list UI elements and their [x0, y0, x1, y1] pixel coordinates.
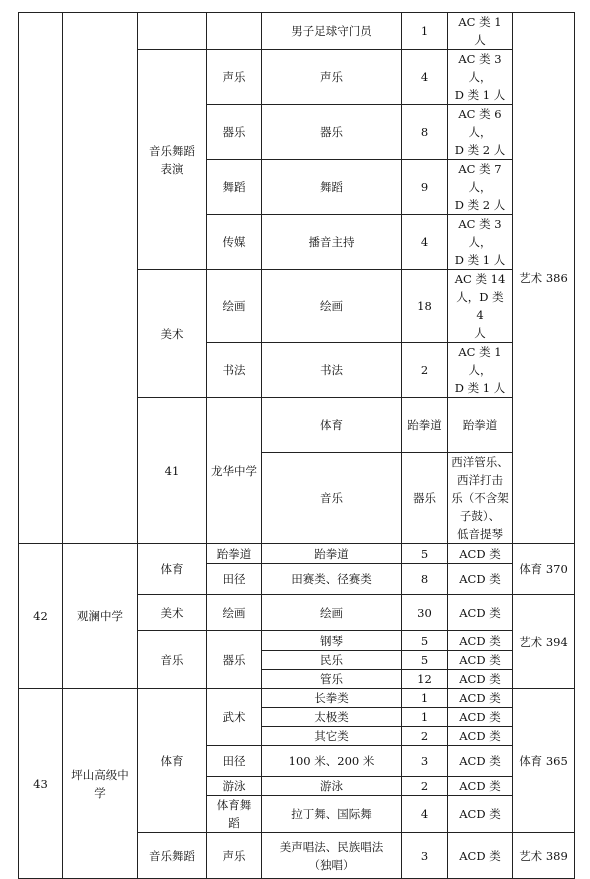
school-name-cell: 坪山高级中 学: [63, 689, 138, 879]
item-cell: 长拳类: [262, 689, 402, 708]
category-cell: 器乐: [207, 631, 262, 689]
category-cell: 声乐: [207, 50, 262, 105]
score-cell: 艺术 389: [513, 833, 575, 879]
admissions-table: [18, 12, 575, 879]
count-cell: 2: [402, 343, 448, 398]
category-cell: 舞蹈: [207, 160, 262, 215]
group-cell: 音乐: [262, 453, 402, 544]
table-row: [19, 13, 575, 50]
count-cell: 1: [402, 13, 448, 50]
item-cell: 跆拳道: [262, 544, 402, 564]
group-cell: 美术: [138, 595, 207, 631]
school-number-cell: 41: [138, 398, 207, 544]
count-cell: 5: [402, 631, 448, 651]
type-cell: ACD 类: [448, 796, 513, 833]
count-cell: 5: [402, 651, 448, 670]
school-name-cell: 龙华中学: [207, 398, 262, 544]
type-cell: AC 类 6 人， D 类 2 人: [448, 105, 513, 160]
type-cell: AC 类 1 人， D 类 1 人: [448, 343, 513, 398]
item-cell: 跆拳道: [448, 398, 513, 453]
category-cell: 跆拳道: [207, 544, 262, 564]
type-cell: AC 类 14 人，D 类 4 人: [448, 270, 513, 343]
item-cell: 声乐: [262, 50, 402, 105]
category-cell: 传媒: [207, 215, 262, 270]
type-cell: ACD 类: [448, 689, 513, 708]
type-cell: AC 类 1 人: [448, 13, 513, 50]
type-cell: ACD 类: [448, 746, 513, 777]
group-cell: 体育: [262, 398, 402, 453]
item-cell: 管乐: [262, 670, 402, 689]
item-cell: 田赛类、径赛类: [262, 564, 402, 595]
category-cell: 书法: [207, 343, 262, 398]
group-cell: 音乐舞蹈: [138, 833, 207, 879]
count-cell: 8: [402, 564, 448, 595]
type-cell: AC 类 7 人， D 类 2 人: [448, 160, 513, 215]
group-cell: 体育: [138, 544, 207, 595]
group-cell: 音乐舞蹈 表演: [138, 50, 207, 270]
group-cell: 美术: [138, 270, 207, 398]
count-cell: 2: [402, 727, 448, 746]
category-cell: 田径: [207, 564, 262, 595]
category-cell: 武术: [207, 689, 262, 746]
count-cell: 3: [402, 833, 448, 879]
count-cell: 2: [402, 777, 448, 796]
count-cell: 3: [402, 746, 448, 777]
table-row: [19, 544, 575, 564]
count-cell: 4: [402, 796, 448, 833]
item-cell: 西洋管乐、西洋打击 乐（不含架子鼓）、 低音提琴: [448, 453, 513, 544]
school-name-cell: 观澜中学: [63, 544, 138, 689]
type-cell: ACD 类: [448, 595, 513, 631]
item-cell: 钢琴: [262, 631, 402, 651]
type-cell: ACD 类: [448, 708, 513, 727]
item-cell: 男子足球守门员: [262, 13, 402, 50]
item-cell: 舞蹈: [262, 160, 402, 215]
type-cell: ACD 类: [448, 727, 513, 746]
item-cell: 游泳: [262, 777, 402, 796]
type-cell: ACD 类: [448, 564, 513, 595]
item-cell: 绘画: [262, 270, 402, 343]
category-cell: 田径: [207, 746, 262, 777]
item-cell: 绘画: [262, 595, 402, 631]
item-cell: 器乐: [262, 105, 402, 160]
count-cell: 5: [402, 544, 448, 564]
category-cell: 游泳: [207, 777, 262, 796]
type-cell: ACD 类: [448, 833, 513, 879]
type-cell: ACD 类: [448, 670, 513, 689]
type-cell: ACD 类: [448, 777, 513, 796]
type-cell: ACD 类: [448, 544, 513, 564]
count-cell: 30: [402, 595, 448, 631]
table-row: [19, 689, 575, 708]
count-cell: 18: [402, 270, 448, 343]
category-cell: 跆拳道: [402, 398, 448, 453]
score-cell: 艺术 386: [513, 13, 575, 544]
school-number-cell: 43: [19, 689, 63, 879]
count-cell: 8: [402, 105, 448, 160]
count-cell: 4: [402, 215, 448, 270]
type-cell: AC 类 3 人， D 类 1 人: [448, 50, 513, 105]
type-cell: ACD 类: [448, 651, 513, 670]
school-number-cell: [19, 13, 63, 544]
item-cell: 太极类: [262, 708, 402, 727]
type-cell: ACD 类: [448, 631, 513, 651]
category-cell: 绘画: [207, 595, 262, 631]
item-cell: 其它类: [262, 727, 402, 746]
item-cell: 拉丁舞、国际舞: [262, 796, 402, 833]
item-cell: 书法: [262, 343, 402, 398]
item-cell: 美声唱法、民族唱法 （独唱）: [262, 833, 402, 879]
count-cell: 9: [402, 160, 448, 215]
group-cell: [138, 13, 207, 50]
school-number-cell: 42: [19, 544, 63, 689]
category-cell: 器乐: [402, 453, 448, 544]
group-cell: 音乐: [138, 631, 207, 689]
score-cell: 体育 365: [513, 689, 575, 833]
item-cell: 100 米、200 米: [262, 746, 402, 777]
item-cell: 播音主持: [262, 215, 402, 270]
score-cell: 体育 370: [513, 544, 575, 595]
category-cell: 器乐: [207, 105, 262, 160]
school-name-cell: [63, 13, 138, 544]
count-cell: 4: [402, 50, 448, 105]
score-cell: 艺术 394: [513, 595, 575, 689]
type-cell: AC 类 3 人， D 类 1 人: [448, 215, 513, 270]
count-cell: 12: [402, 670, 448, 689]
count-cell: 1: [402, 708, 448, 727]
category-cell: 绘画: [207, 270, 262, 343]
count-cell: 1: [402, 689, 448, 708]
category-cell: 声乐: [207, 833, 262, 879]
item-cell: 民乐: [262, 651, 402, 670]
category-cell: [207, 13, 262, 50]
category-cell: 体育舞 蹈: [207, 796, 262, 833]
group-cell: 体育: [138, 689, 207, 833]
